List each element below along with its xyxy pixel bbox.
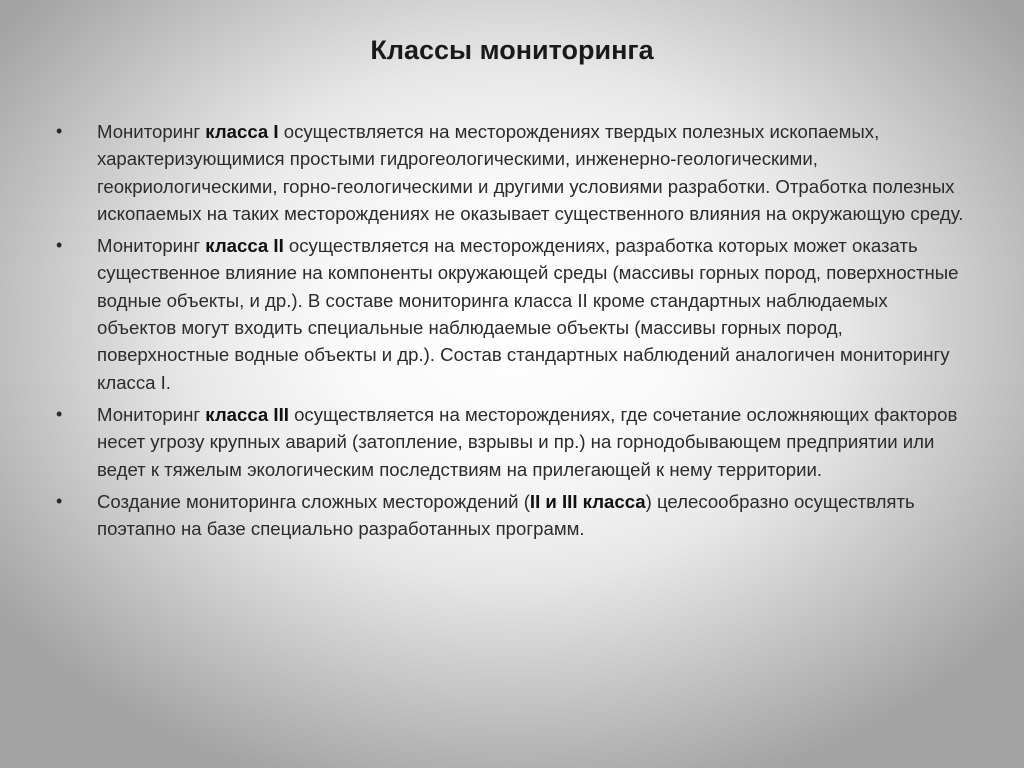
bullet-item-class-1 [56,118,968,227]
bullet-item-class-3 [56,401,968,483]
bullet-text [97,488,968,543]
bullet-text-part: ) целесообразно осуществлять поэтапно на базе специально разработанных программ. [97,490,915,540]
bullet-marker: • [56,403,63,424]
bullet-text-part: осуществляется на месторождениях, разработка которых может оказать существенное влияние на компоненты окружающей среды (массивы горных пород, поверхностные водные объекты, и др.). В составе мониторинга класса II кроме стандартных наблюдаемых объектов могут входить специальные наблюдаемые объекты (массивы горных пород, поверхностные водные объекты и др.). Состав стандартных наблюдений аналогичен мониторингу класса I. [97,235,959,393]
bullet-marker: • [56,121,63,141]
bullet-item-complex-deposits [56,488,968,543]
bullet-text-part: Создание мониторинга сложных месторождений ( [97,490,530,512]
bold-class-label: класса II [205,235,284,257]
bullet-text [97,232,968,396]
bullet-text-part: осуществляется на месторождениях, где сочетание осложняющих факторов несет угрозу крупных аварий (затопление, взрывы и пр.) на горнодобывающем предприятии или ведет к тяжелым экологическим последствиям на прилегающей к нему территории. [97,403,958,480]
bullet-text-part: Мониторинг [97,121,206,142]
bullet-text [97,401,968,483]
bullet-list [56,118,968,758]
bullet-text [97,118,968,227]
bold-class-label: II и III класса [529,490,646,512]
slide-title: Классы мониторинга [370,35,654,65]
bullet-marker: • [56,235,63,256]
bullet-text-part: Мониторинг [97,235,206,257]
bold-class-label: класса I [205,121,279,142]
bold-class-label: класса III [205,403,289,425]
bullet-text-part: Мониторинг [97,403,206,425]
bullet-text-part: осуществляется на месторождениях твердых полезных ископаемых, характеризующимися простыми гидрогеологическими, инженерно-геологическими, геокриологическими, горно-геологическими и другими условиями разработки. Отработка полезных ископаемых на таких месторождениях не оказывает существенного влияния на окружающую среду. [97,121,964,224]
bullet-marker: • [56,490,63,511]
bullet-item-class-2 [56,232,968,396]
